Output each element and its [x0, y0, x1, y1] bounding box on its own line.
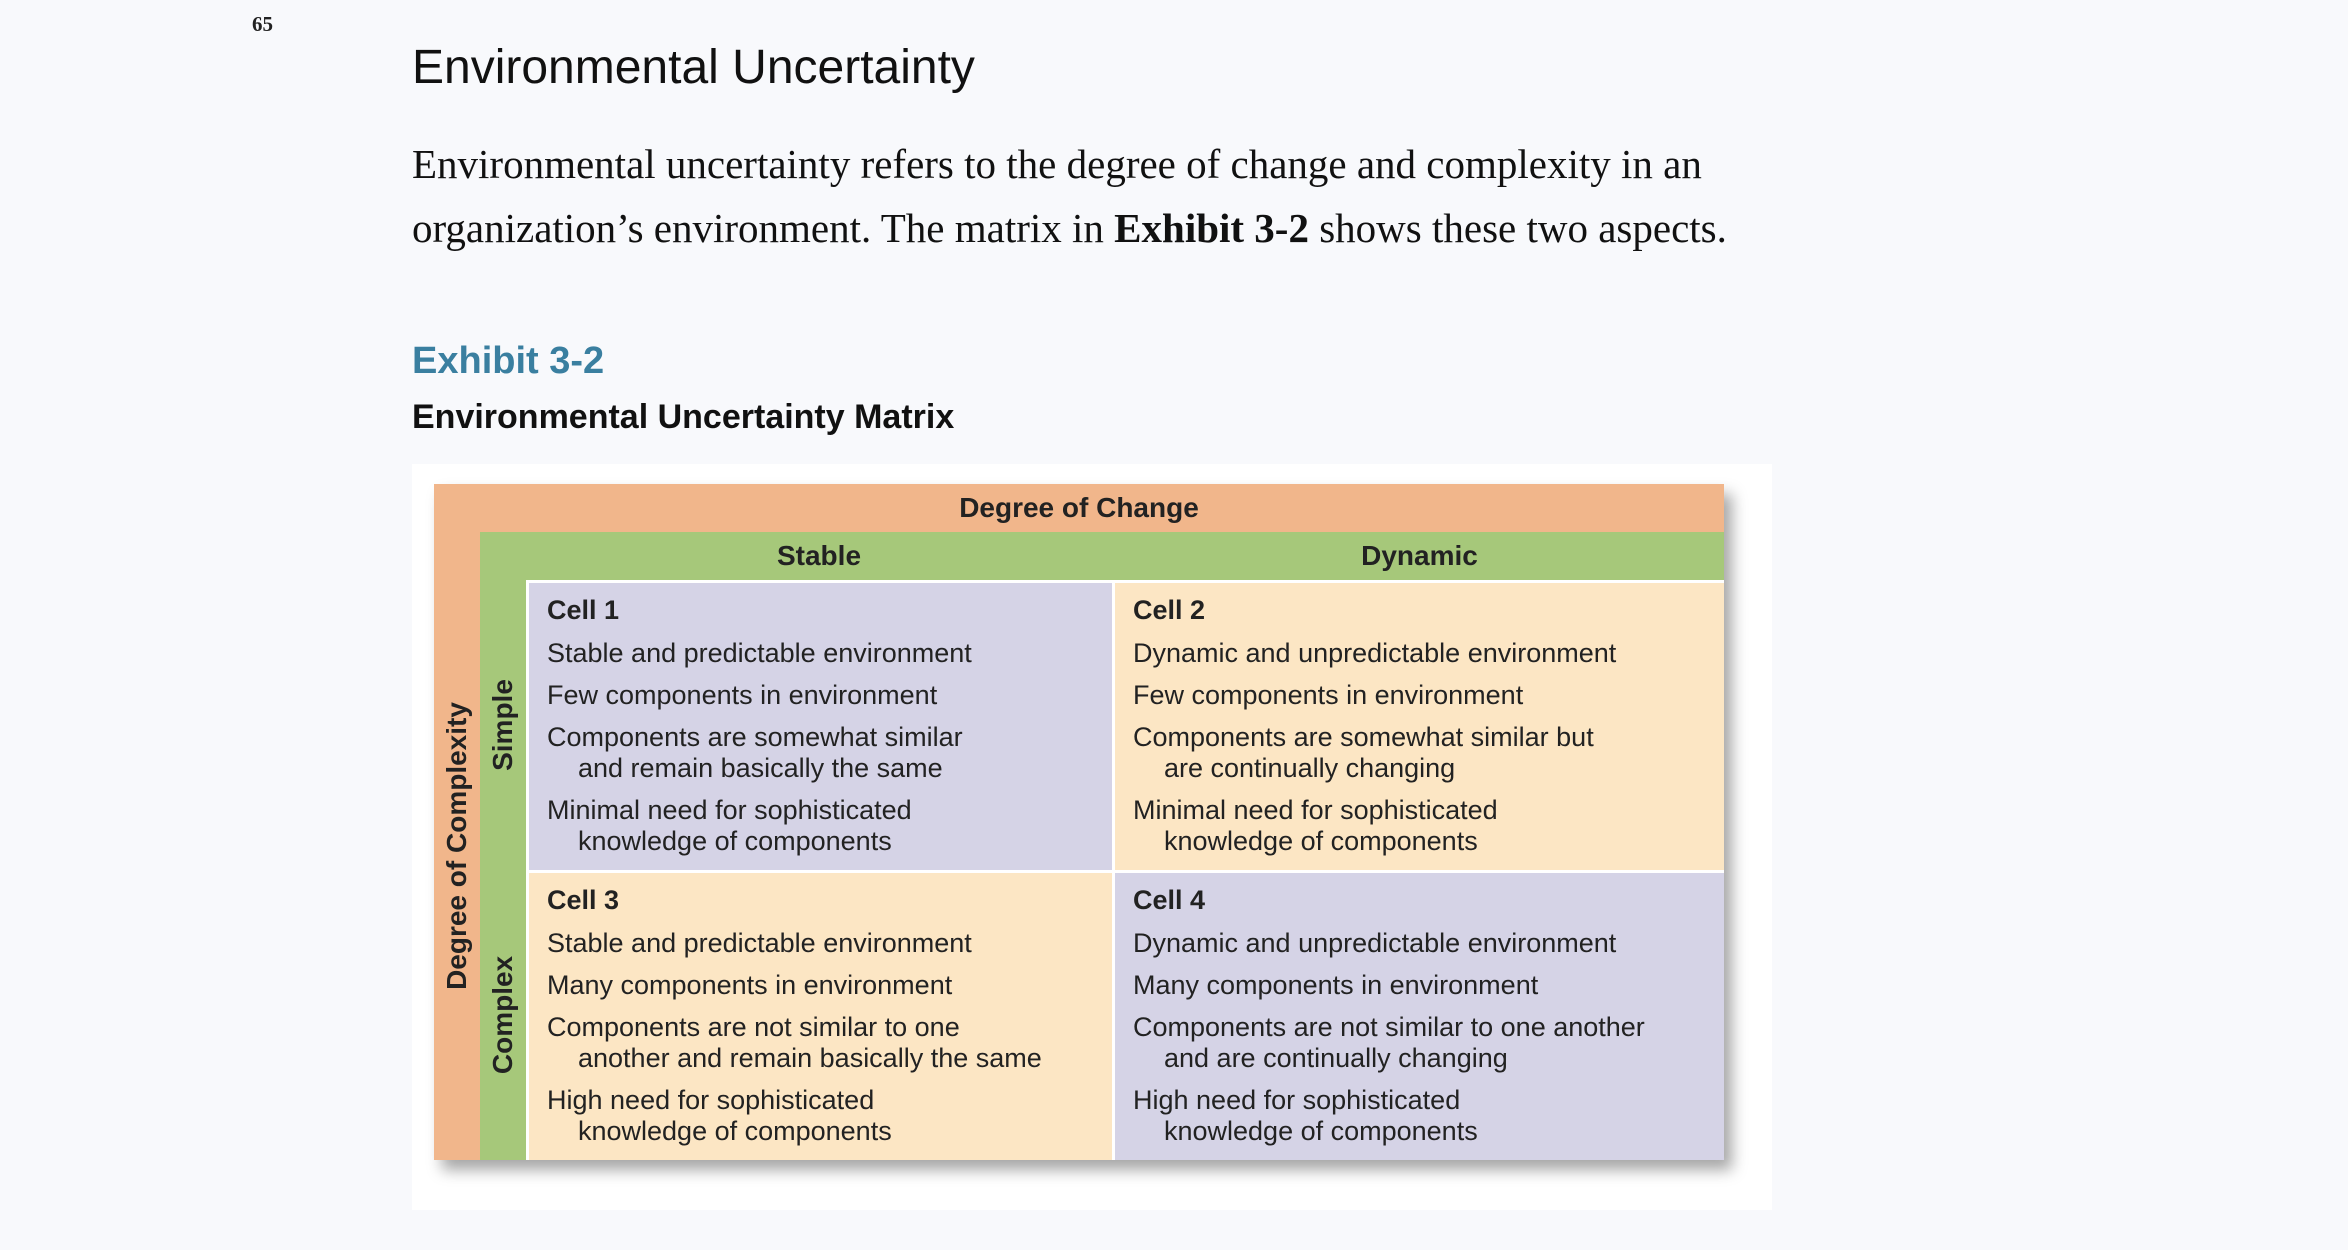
cell-item-text: Dynamic and unpredictable environment	[1133, 928, 1617, 958]
cell-item-text: Components are somewhat similar but	[1133, 722, 1594, 752]
cell-item	[547, 970, 1096, 1001]
cell-item-text: Many components in environment	[547, 970, 953, 1000]
uncertainty-matrix	[434, 484, 1724, 1160]
cell-item	[1133, 928, 1708, 959]
cell-item	[1133, 722, 1708, 784]
paragraph-line: Environmental uncertainty refers to the degree of change and complexity in an	[412, 141, 1702, 187]
cell-item	[1133, 680, 1708, 711]
cell-item-text: Many components in environment	[1133, 970, 1539, 1000]
paragraph-text: organization’s environment. The matrix in	[412, 205, 1115, 251]
cell-item	[1133, 638, 1708, 669]
section-title: Environmental Uncertainty	[412, 41, 975, 94]
cell-item	[547, 680, 1096, 711]
degree-of-complexity-label: Degree of Complexity	[441, 702, 472, 990]
exhibit-number: Exhibit 3-2	[412, 340, 605, 382]
column-header-stable: Stable	[776, 540, 862, 571]
cell-title: Cell 1	[547, 595, 620, 625]
exhibit-reference: Exhibit 3-2	[1114, 205, 1309, 251]
matrix-cell-1	[529, 583, 1112, 870]
cell-item-text: knowledge of components	[578, 1116, 892, 1146]
body-paragraph	[412, 132, 1812, 260]
cell-item-text: Components are somewhat similar	[547, 722, 963, 752]
cell-item-text: Stable and predictable environment	[547, 928, 972, 958]
cell-item	[547, 928, 1096, 959]
cell-item	[1133, 1012, 1708, 1074]
paragraph-line	[412, 196, 1812, 260]
matrix-cell-3	[529, 873, 1112, 1160]
matrix-cell-4	[1115, 873, 1724, 1160]
page-number: 65	[252, 12, 273, 36]
degree-of-change-header: Degree of Change	[434, 484, 1724, 532]
cell-item	[1133, 970, 1708, 1001]
cell-item-text: Minimal need for sophisticated	[1133, 795, 1498, 825]
column-header-dynamic: Dynamic	[1361, 540, 1478, 571]
cell-item-text: knowledge of components	[1164, 1116, 1478, 1146]
cell-divider	[526, 580, 1724, 583]
cell-item-text: and remain basically the same	[578, 753, 943, 783]
cell-item-text: Few components in environment	[547, 680, 938, 710]
cell-item	[547, 1012, 1096, 1074]
cell-item-text: Minimal need for sophisticated	[547, 795, 912, 825]
cell-item-text: and are continually changing	[1164, 1043, 1508, 1073]
cell-item-text: High need for sophisticated	[1133, 1085, 1461, 1115]
cell-item-text: knowledge of components	[578, 826, 892, 856]
cell-item	[547, 722, 1096, 784]
cell-title: Cell 2	[1133, 595, 1206, 625]
cell-item-text: Components are not similar to one another	[1133, 1012, 1645, 1042]
cell-title: Cell 3	[547, 885, 620, 915]
cell-item-text: High need for sophisticated	[547, 1085, 875, 1115]
cell-item-text: knowledge of components	[1164, 826, 1478, 856]
cell-item	[547, 795, 1096, 857]
cell-item	[1133, 1085, 1708, 1147]
cell-item	[547, 638, 1096, 669]
cell-item-text: Dynamic and unpredictable environment	[1133, 638, 1617, 668]
cell-item-text: Few components in environment	[1133, 680, 1524, 710]
paragraph-text: shows these two aspects.	[1308, 205, 1727, 251]
row-header-simple: Simple	[487, 679, 518, 771]
cell-item-text: are continually changing	[1164, 753, 1456, 783]
cell-item	[1133, 795, 1708, 857]
cell-item	[547, 1085, 1096, 1147]
cell-item-text: Stable and predictable environment	[547, 638, 972, 668]
exhibit-title: Environmental Uncertainty Matrix	[412, 398, 955, 436]
cell-item-text: Components are not similar to one	[547, 1012, 960, 1042]
cell-item-text: another and remain basically the same	[578, 1043, 1042, 1073]
cell-divider	[526, 870, 1724, 873]
row-header-complex: Complex	[487, 955, 518, 1075]
cell-title: Cell 4	[1133, 885, 1206, 915]
matrix-cell-2	[1115, 583, 1724, 870]
